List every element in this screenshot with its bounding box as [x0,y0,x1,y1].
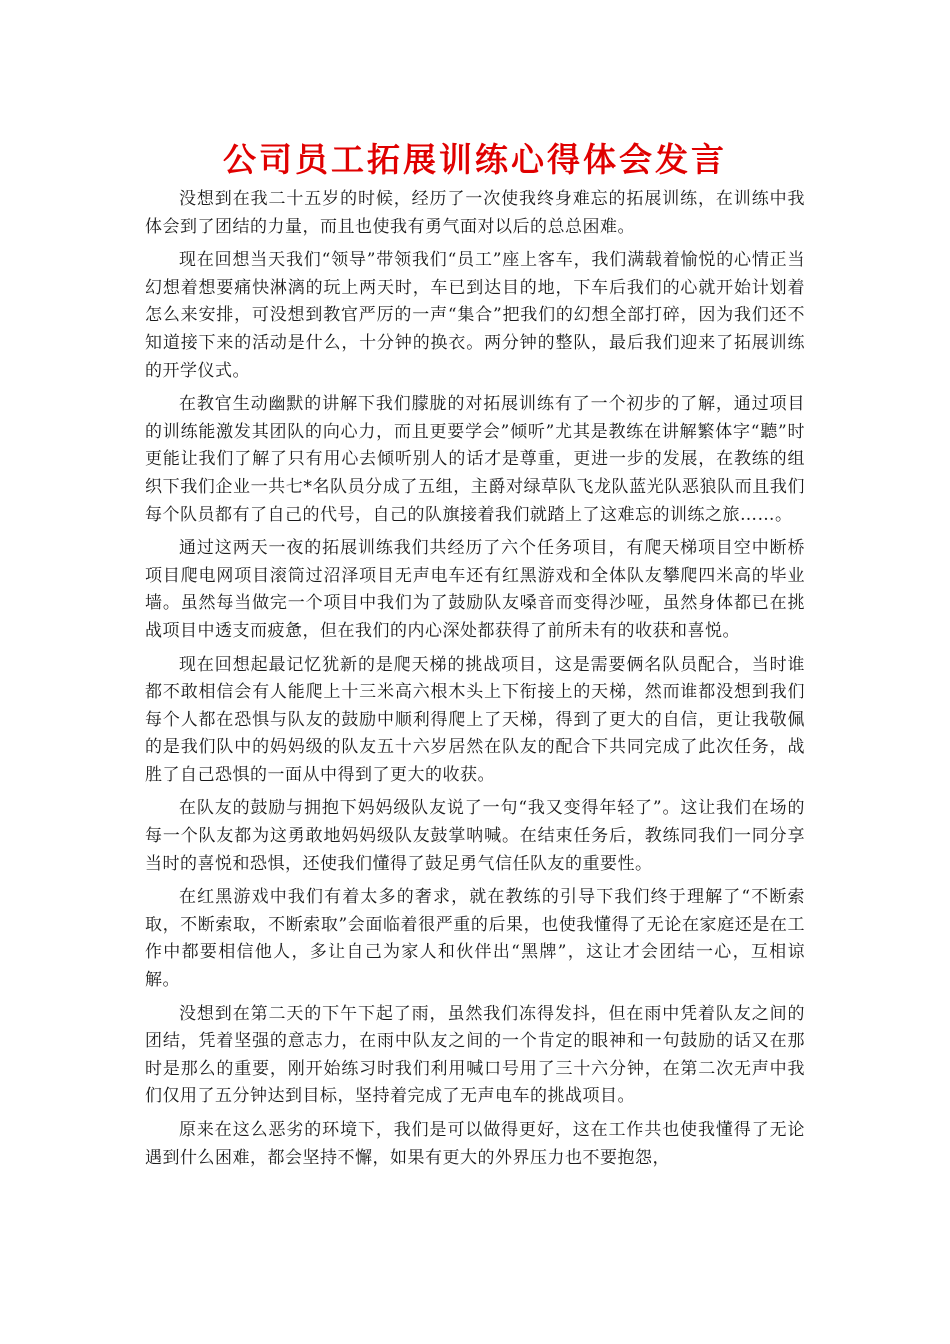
paragraph: 现在回想当天我们“领导”带领我们“员工”座上客车，我们满载着愉悦的心情正当幻想着想要痛快淋漓的玩上两天时，车已到达目的地，下车后我们的心就开始计划着怎么来安排，可没想到教官严厉的一声“集合”把我们的幻想全部打碎，因为我们还不知道接下来的活动是什么，十分钟的换衣。两分钟的整队，最后我们迎来了拓展训练的开学仪式。 [145,250,805,381]
paragraph: 没想到在第二天的下午下起了雨，虽然我们冻得发抖，但在雨中凭着队友之间的团结，凭着坚强的意志力，在雨中队友之间的一个肯定的眼神和一句鼓励的话又在那时是那么的重要，刚开始练习时我们利用喊口号用了三十六分钟，在第二次无声中我们仅用了五分钟达到目标，坚持着完成了无声电车的挑战项目。 [145,1003,805,1107]
paragraph: 通过这两天一夜的拓展训练我们共经历了六个任务项目，有爬天梯项目空中断桥项目爬电网项目滚筒过沼泽项目无声电车还有红黑游戏和全体队友攀爬四米高的毕业墙。虽然每当做完一个项目中我们为了鼓励队友嗓音而变得沙哑，虽然身体都已在挑战项目中透支而疲惫，但在我们的内心深处都获得了前所未有的收获和喜悦。 [145,538,805,641]
paragraph: 没想到在我二十五岁的时候，经历了一次使我终身难忘的拓展训练，在训练中我体会到了团结的力量，而且也使我有勇气面对以后的总总困难。 [145,189,805,237]
document-title: 公司员工拓展训练心得体会发言 [223,140,727,179]
paragraph: 在队友的鼓励与拥抱下妈妈级队友说了一句“我又变得年轻了”。这让我们在场的每一个队友都为这勇敢地妈妈级队友鼓掌呐喊。在结束任务后，教练同我们一同分享当时的喜悦和恐惧，还使我们懂得了鼓足勇气信任队友的重要性。 [145,798,805,874]
paragraph: 原来在这么恶劣的环境下，我们是可以做得更好，这在工作共也使我懂得了无论遇到什么困难，都会坚持不懈，如果有更大的外界压力也不要抱怨， [145,1120,805,1168]
document-body [145,186,805,1178]
paragraph: 在教官生动幽默的讲解下我们朦胧的对拓展训练有了一个初步的了解，通过项目的训练能激发其团队的向心力，而且更要学会”倾听”尤其是教练在讲解繁体字“聽”时更能让我们了解了只有用心去倾听别人的话才是尊重，更进一步的发展，在教练的组织下我们企业一共七*名队员分成了五组，主爵对绿草队飞龙队蓝光队恶狼队而且我们每个队员都有了自己的代号，自己的队旗接着我们就踏上了这难忘的训练之旅……。 [145,394,805,525]
paragraph: 在红黑游戏中我们有着太多的奢求，就在教练的引导下我们终于理解了“不断索取，不断索取，不断索取”会面临着很严重的后果，也使我懂得了无论在家庭还是在工作中都要相信他人，多让自己为家人和伙伴出“黑牌”，这让才会团结一心，互相谅解。 [145,887,805,991]
paragraph: 现在回想起最记忆犹新的是爬天梯的挑战项目，这是需要俩名队员配合，当时谁都不敢相信会有人能爬上十三米高六根木头上下衔接上的天梯，然而谁都没想到我们每个人都在恐惧与队友的鼓励中顺利得爬上了天梯，得到了更大的自信，更让我敬佩的是我们队中的妈妈级的队友五十六岁居然在队友的配合下共同完成了此次任务，战胜了自己恐惧的一面从中得到了更大的收获。 [145,654,805,785]
